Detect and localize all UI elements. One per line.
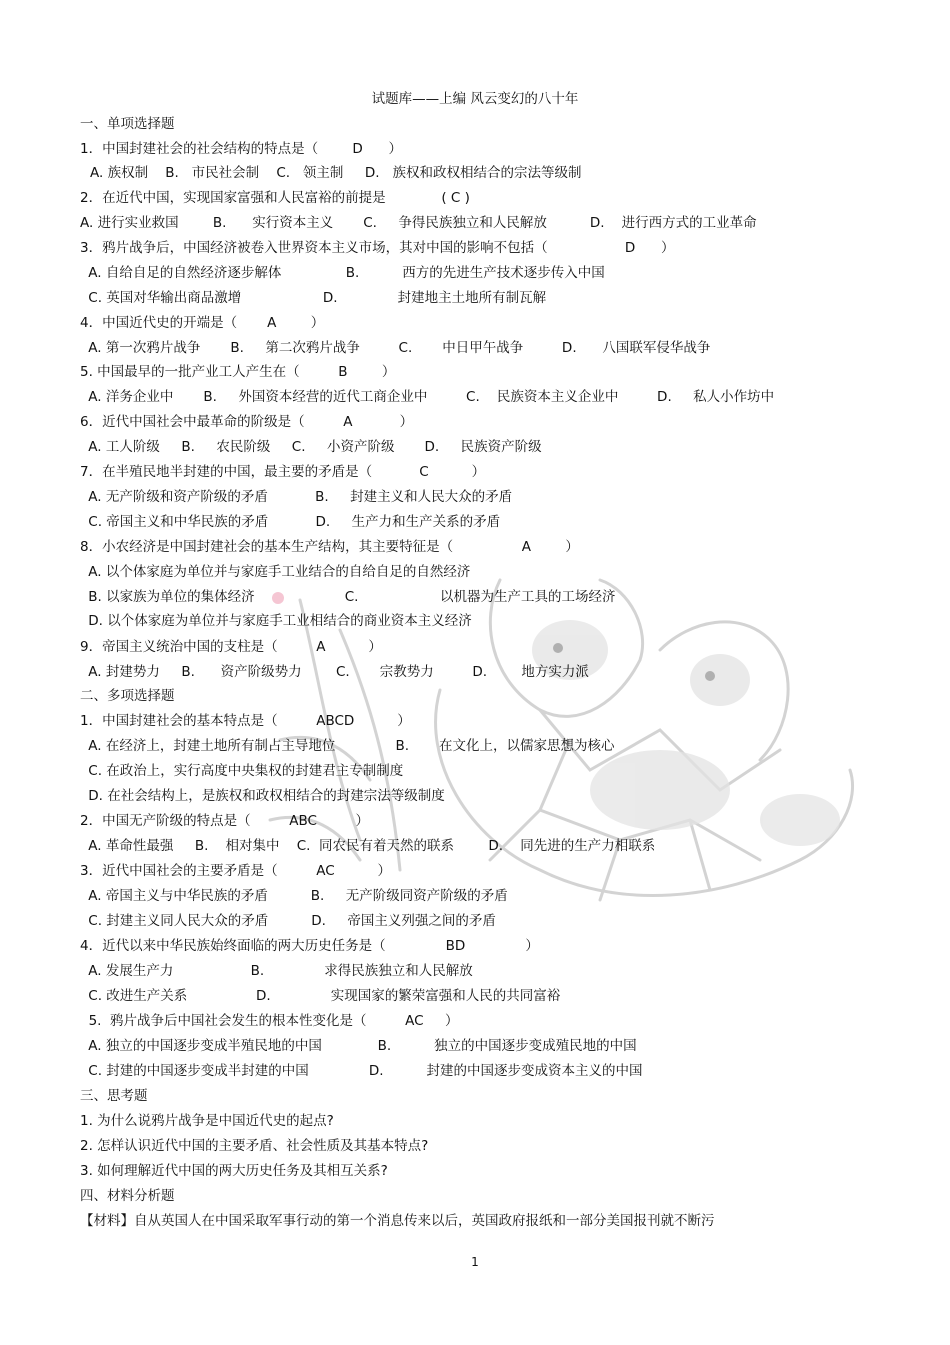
question-line: 2. 怎样认识近代中国的主要矛盾、社会性质及其基本特点? (80, 1138, 429, 1154)
material-text: 【材料】自从英国人在中国采取军事行动的第一个消息传来以后，英国政府报纸和一部分美国报刊就不断污 (80, 1213, 715, 1229)
option-line: C. 封建主义同人民大众的矛盾 D. 帝国主义列强之间的矛盾 (84, 913, 496, 929)
option-line: B. 以家族为单位的集体经济 C. 以机器为生产工具的工场经济 (84, 589, 616, 605)
option-line: A. 革命性最强 B. 相对集中 C. 同农民有着天然的联系 D. 同先进的生产力相联系 (84, 838, 656, 854)
question-line: 2．中国无产阶级的特点是（ ABC ） (80, 813, 370, 829)
option-line: A. 族权制 B. 市民社会制 C. 领主制 D. 族权和政权相结合的宗法等级制 (90, 165, 582, 181)
option-line: A. 无产阶级和资产阶级的矛盾 B. 封建主义和人民大众的矛盾 (84, 489, 513, 505)
question-line: 6．近代中国社会中最革命的阶级是（ A ） (80, 414, 414, 430)
question-line: 4．近代以来中华民族始终面临的两大历史任务是（ BD ） (80, 938, 539, 954)
section-heading-material: 四、材料分析题 (80, 1188, 175, 1204)
option-line: C. 改进生产关系 D. 实现国家的繁荣富强和人民的共同富裕 (84, 988, 561, 1004)
option-line: C. 封建的中国逐步变成半封建的中国 D. 封建的中国逐步变成资本主义的中国 (84, 1063, 643, 1079)
option-line: A. 洋务企业中 B. 外国资本经营的近代工商企业中 C. 民族资本主义企业中 D. 私人小作坊中 (84, 389, 775, 405)
question-line: 3．鸦片战争后，中国经济被卷入世界资本主义市场，其对中国的影响不包括（ D ） (80, 240, 675, 256)
option-line: C. 在政治上，实行高度中央集权的封建君主专制制度 (84, 763, 404, 779)
question-line: 2．在近代中国，实现国家富强和人民富裕的前提是 ( C ) (80, 190, 470, 206)
option-line: A. 进行实业救国 B. 实行资本主义 C. 争得民族独立和人民解放 D. 进行西方式的工业革命 (80, 215, 757, 231)
option-line: C. 帝国主义和中华民族的矛盾 D. 生产力和生产关系的矛盾 (84, 514, 501, 530)
page-number: 1 (471, 1255, 479, 1269)
option-line: A. 在经济上，封建土地所有制占主导地位 B. 在文化上，以儒家思想为核心 (84, 738, 615, 754)
option-line: D. 在社会结构上，是族权和政权相结合的封建宗法等级制度 (84, 788, 445, 804)
option-line: A. 第一次鸦片战争 B. 第二次鸦片战争 C. 中日甲午战争 D. 八国联军侵华战争 (84, 340, 711, 356)
question-line: 7．在半殖民地半封建的中国，最主要的矛盾是（ C ） (80, 464, 486, 480)
option-line: A. 帝国主义与中华民族的矛盾 B. 无产阶级同资产阶级的矛盾 (84, 888, 508, 904)
question-line: 1. 为什么说鸦片战争是中国近代史的起点? (80, 1113, 334, 1129)
option-line: A. 封建势力 B. 资产阶级势力 C. 宗教势力 D. 地方实力派 (84, 664, 589, 680)
section-heading-single-choice: 一、单项选择题 (80, 116, 175, 132)
question-line: 9．帝国主义统治中国的支柱是（ A ） (80, 639, 382, 655)
option-line: D. 以个体家庭为单位并与家庭手工业相结合的商业资本主义经济 (84, 613, 472, 629)
question-line: 4．中国近代史的开端是（ A ） (80, 315, 325, 331)
question-line: 5. 中国最早的一批产业工人产生在（ B ） (80, 364, 396, 380)
option-line: A. 自给自足的自然经济逐步解体 B. 西方的先进生产技术逐步传入中国 (84, 265, 605, 281)
question-line: 3. 如何理解近代中国的两大历史任务及其相互关系? (80, 1163, 388, 1179)
section-heading-multi-choice: 二、多项选择题 (80, 688, 175, 704)
option-line: A. 工人阶级 B. 农民阶级 C. 小资产阶级 D. 民族资产阶级 (84, 439, 542, 455)
section-heading-thinking: 三、思考题 (80, 1088, 148, 1104)
option-line: C. 英国对华输出商品激增 D. 封建地主土地所有制瓦解 (84, 290, 547, 306)
question-line: 8．小农经济是中国封建社会的基本生产结构，其主要特征是（ A ） (80, 539, 579, 555)
question-line: 5. 鸦片战争后中国社会发生的根本性变化是（ AC ） (80, 1013, 459, 1029)
question-line: 1．中国封建社会的基本特点是（ ABCD ） (80, 713, 411, 729)
option-line: A. 独立的中国逐步变成半殖民地的中国 B. 独立的中国逐步变成殖民地的中国 (84, 1038, 637, 1054)
question-line: 1．中国封建社会的社会结构的特点是（ D ） (80, 141, 403, 157)
option-line: A. 以个体家庭为单位并与家庭手工业结合的自给自足的自然经济 (84, 564, 471, 580)
page-title: 试题库——上编 风云变幻的八十年 (371, 91, 579, 107)
question-line: 3．近代中国社会的主要矛盾是（ AC ） (80, 863, 392, 879)
option-line: A. 发展生产力 B. 求得民族独立和人民解放 (84, 963, 473, 979)
